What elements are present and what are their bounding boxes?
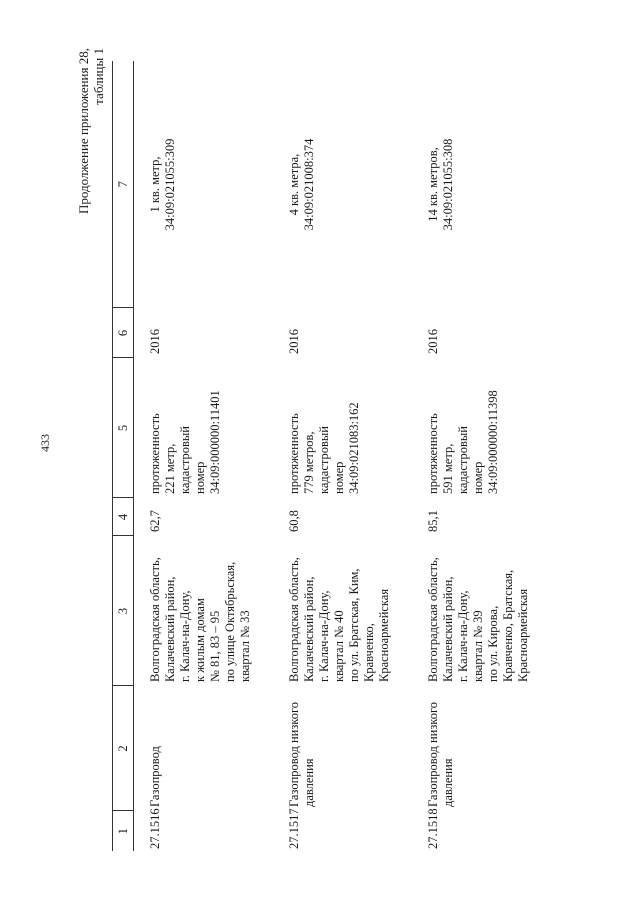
registry-table [112, 61, 551, 851]
column-header: 6 [113, 308, 134, 358]
table-row [412, 61, 551, 851]
table-row [273, 61, 412, 851]
object-name: Газопровод [148, 746, 162, 807]
object-year: 2016 [426, 329, 440, 354]
object-details: протяженность 779 метров, кадастровый номер 34:09:021083:162 [287, 402, 361, 494]
column-header: 3 [113, 536, 134, 686]
object-details: протяженность 221 метр, кадастровый номер 34:09:000000:11401 [148, 390, 222, 494]
page-number: 433 [38, 434, 52, 452]
column-header: 4 [113, 498, 134, 536]
column-header: 1 [113, 811, 134, 851]
object-address: Волгоградская область, Калачевский район, г. Калач-на-Дону, квартал № 39 по ул. Кирова, Кравченко, Братская, Красноармейская [426, 557, 530, 682]
land-plot: 4 кв. метра, 34:09:021008:374 [287, 138, 316, 231]
column-header: 7 [113, 61, 134, 308]
object-value: 60,8 [287, 510, 301, 532]
table-caption [76, 48, 106, 214]
object-address: Волгоградская область, Калачевский район, г. Калач-на-Дону, квартал № 40 по ул. Братская, Ким, Кравченко, Красноармейская [287, 557, 391, 682]
object-year: 2016 [148, 329, 162, 354]
object-details: протяженность 591 метр, кадастровый номер 34:09:000000:11398 [426, 390, 500, 494]
table-row [134, 61, 274, 851]
land-plot: 1 кв. метр, 34:09:021055:309 [148, 138, 177, 231]
row-number: 27.1517 [287, 808, 301, 849]
object-year: 2016 [287, 329, 301, 354]
row-number: 27.1516 [148, 808, 162, 849]
column-header: 2 [113, 686, 134, 811]
column-header: 5 [113, 358, 134, 498]
object-value: 62,7 [148, 510, 162, 532]
object-name: Газопровод низкого давления [287, 701, 316, 807]
caption-line-1: Продолжение приложения 28, [76, 48, 91, 215]
column-number-row [113, 61, 134, 851]
land-plot: 14 кв. метров, 34:09:021055:308 [426, 138, 455, 231]
caption-line-2: таблицы 1 [91, 48, 106, 105]
row-number: 27.1518 [426, 808, 440, 849]
object-value: 85,1 [426, 510, 440, 532]
object-name: Газопровод низкого давления [426, 701, 455, 807]
object-address: Волгоградская область, Калачевский район, г. Калач-на-Дону, к жилым домам № 81, 83 – 95 по улице Октябрьская, квартал № 33 [148, 557, 252, 682]
